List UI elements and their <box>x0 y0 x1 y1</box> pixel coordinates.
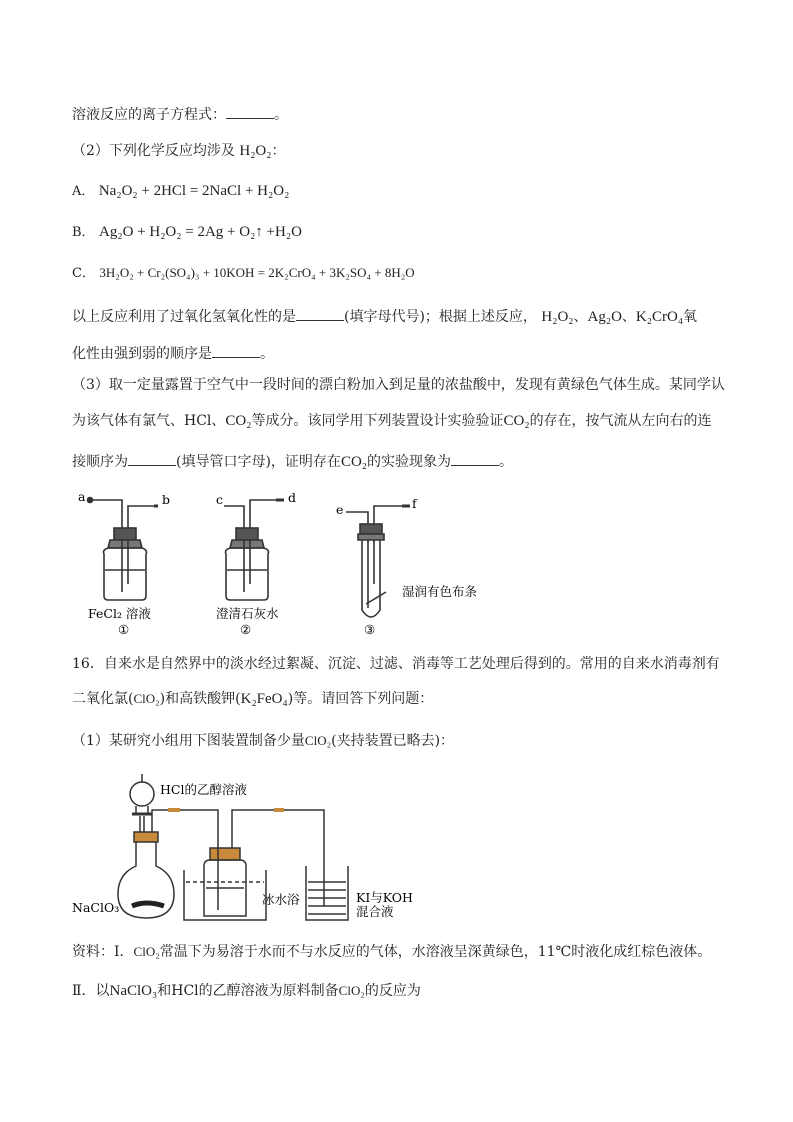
ice-bath-label: 冰水浴 <box>262 892 300 907</box>
q16-text-a: 16．自来水是自然界中的淡水经过絮凝、沉淀、过滤、消毒等工艺处理后得到的。常用的自来水消毒剂有 <box>72 656 720 672</box>
q16-text-b1: 二氧化氯( <box>72 691 134 707</box>
hcl-word: HCl <box>171 983 199 999</box>
beaker <box>306 866 348 920</box>
ki-koh-label: KI与KOH <box>356 890 413 905</box>
option-c <box>72 263 415 284</box>
ice-bath-bottle <box>184 810 324 920</box>
info-1-text: 常温下为易溶于水而不与水反应的气体，水溶液呈深黄绿色，11℃时液化成红棕色液体。 <box>159 944 712 960</box>
naclo3-label: NaClO₃ <box>72 900 120 915</box>
answer-blank[interactable] <box>128 451 176 466</box>
round-bottom-flask <box>118 810 218 918</box>
q16-1-stem <box>72 731 454 751</box>
port-c-label: c <box>216 492 224 507</box>
q3-text-c2: (填导管口字母)，证明存在 <box>176 454 341 470</box>
clo2-formula: ClO₂ <box>304 733 332 748</box>
q3-text-a: （3）取一定量露置于空气中一段时间的漂白粉加入到足量的浓盐酸中，发现有黄绿色气体生成。某同学认 <box>72 377 725 393</box>
apparatus-2-number: ② <box>240 622 252 637</box>
fecl2-label: FeCl₂ 溶液 <box>88 606 151 621</box>
q16-line-2 <box>72 689 433 709</box>
q3-text-c1: 接顺序为 <box>72 454 128 470</box>
q16-1-text: （1）某研究小组用下图装置制备少量 <box>72 733 305 749</box>
q3-line-1 <box>72 375 725 395</box>
q16-line-1 <box>72 654 720 674</box>
port-d-label: d <box>288 490 297 505</box>
limewater-label: 澄清石灰水 <box>216 606 279 621</box>
option-b <box>72 222 302 243</box>
option-c-label: C． <box>72 266 95 281</box>
k2feo4-formula: K₂FeO₄ <box>240 691 288 707</box>
q16-text-b3: )等。请回答下列问题： <box>287 691 434 707</box>
cloth-strip-label: 湿润有色布条 <box>402 584 478 599</box>
apparatus-1-number: ① <box>118 622 130 637</box>
clo2-formula: ClO₂ <box>133 944 160 959</box>
info-2-text: 的乙醇溶液为原料制备 <box>198 983 339 999</box>
q16-1-end: (夹持装置已略去)： <box>331 733 455 749</box>
gas-washing-bottle-2 <box>224 500 284 600</box>
co2-formula: CO₂ <box>503 413 530 429</box>
co2-formula: CO₂ <box>225 413 252 429</box>
oxid-text-2: (填字母代号)；根据上述反应， <box>344 309 537 325</box>
port-f-label: f <box>412 496 417 511</box>
equation-a: Na₂O₂ + 2HCl = 2NaCl + H₂O₂ <box>98 183 290 199</box>
oxidation-question <box>72 306 697 327</box>
info-1 <box>72 942 711 962</box>
order-end: 。 <box>260 346 274 362</box>
option-b-label: B． <box>72 225 95 240</box>
port-b-label: b <box>162 492 171 507</box>
sep: 、 <box>621 309 636 325</box>
hcl-ethanol-label: HCl的乙醇溶液 <box>160 782 247 797</box>
answer-blank[interactable] <box>451 451 499 466</box>
clo2-formula: ClO₂ <box>338 983 365 998</box>
q3-text-b2: 等成分。该同学用下列装置设计实验验证 <box>251 413 504 429</box>
mixture-label: 混合液 <box>356 904 394 919</box>
q3-text-b3: 的存在，按气流从左向右的连 <box>529 413 712 429</box>
equation-b: Ag₂O + H₂O₂ = 2Ag + O₂↑ +H₂O <box>99 224 302 240</box>
naclo3-formula: NaClO₃ <box>109 983 158 999</box>
text-line-1 <box>72 104 288 125</box>
order-question <box>72 343 274 364</box>
question-2-stem <box>72 141 286 161</box>
q2-text: （2）下列化学反应均涉及 <box>72 143 235 159</box>
option-a <box>72 181 289 202</box>
info-2-end: 的反应为 <box>364 983 421 999</box>
info-2 <box>72 981 421 1001</box>
order-text: 化性由强到弱的顺序是 <box>72 346 212 362</box>
info-2-prefix: Ⅱ．以 <box>72 983 110 999</box>
sep: 、 <box>573 309 588 325</box>
gas-washing-bottle-1 <box>88 498 159 601</box>
info-2-and: 和 <box>157 983 172 999</box>
clo2-apparatus-figure <box>70 770 430 930</box>
equation-c: 3H₂O₂ + Cr₂(SO₄)₃ + 10KOH = 2K₂CrO₄ + 3K₂SO₄ + 8H₂O <box>99 265 415 280</box>
option-a-label: A． <box>72 184 95 199</box>
info-1-prefix: 资料：Ⅰ． <box>72 944 134 960</box>
q3-text-c3: 的实验现象为 <box>367 454 452 470</box>
clo2-formula: ClO₂ <box>133 691 160 706</box>
answer-blank[interactable] <box>212 343 260 358</box>
l1-text: 溶液反应的离子方程式： <box>72 107 226 123</box>
port-a-label: a <box>78 489 86 504</box>
separatory-funnel <box>130 774 154 836</box>
q3-text-b1: 为该气体有氯气、HCl、 <box>72 413 226 429</box>
apparatus-figure-1 <box>70 484 530 640</box>
oxid-tail: 氧 <box>683 309 698 325</box>
q2-colon: ： <box>271 143 286 159</box>
h2o2-formula: H₂O₂ <box>541 309 574 325</box>
h2o2-formula: H₂O₂ <box>239 143 272 159</box>
co2-formula: CO₂ <box>340 454 368 470</box>
test-tube-3 <box>346 506 410 617</box>
l1-end: 。 <box>274 107 288 123</box>
q3-line-3 <box>72 451 513 472</box>
q3-line-2 <box>72 411 712 431</box>
apparatus-3-number: ③ <box>364 622 376 637</box>
ag2o-formula: Ag₂O <box>587 309 622 325</box>
q16-text-b2: )和高铁酸钾( <box>159 691 241 707</box>
oxid-text-1: 以上反应利用了过氧化氢氧化性的是 <box>72 309 296 325</box>
k2cro4-formula: K₂CrO₄ <box>635 309 684 325</box>
port-e-label: e <box>336 502 344 517</box>
answer-blank[interactable] <box>296 306 344 321</box>
q3-end: 。 <box>499 454 514 470</box>
answer-blank[interactable] <box>226 104 274 119</box>
